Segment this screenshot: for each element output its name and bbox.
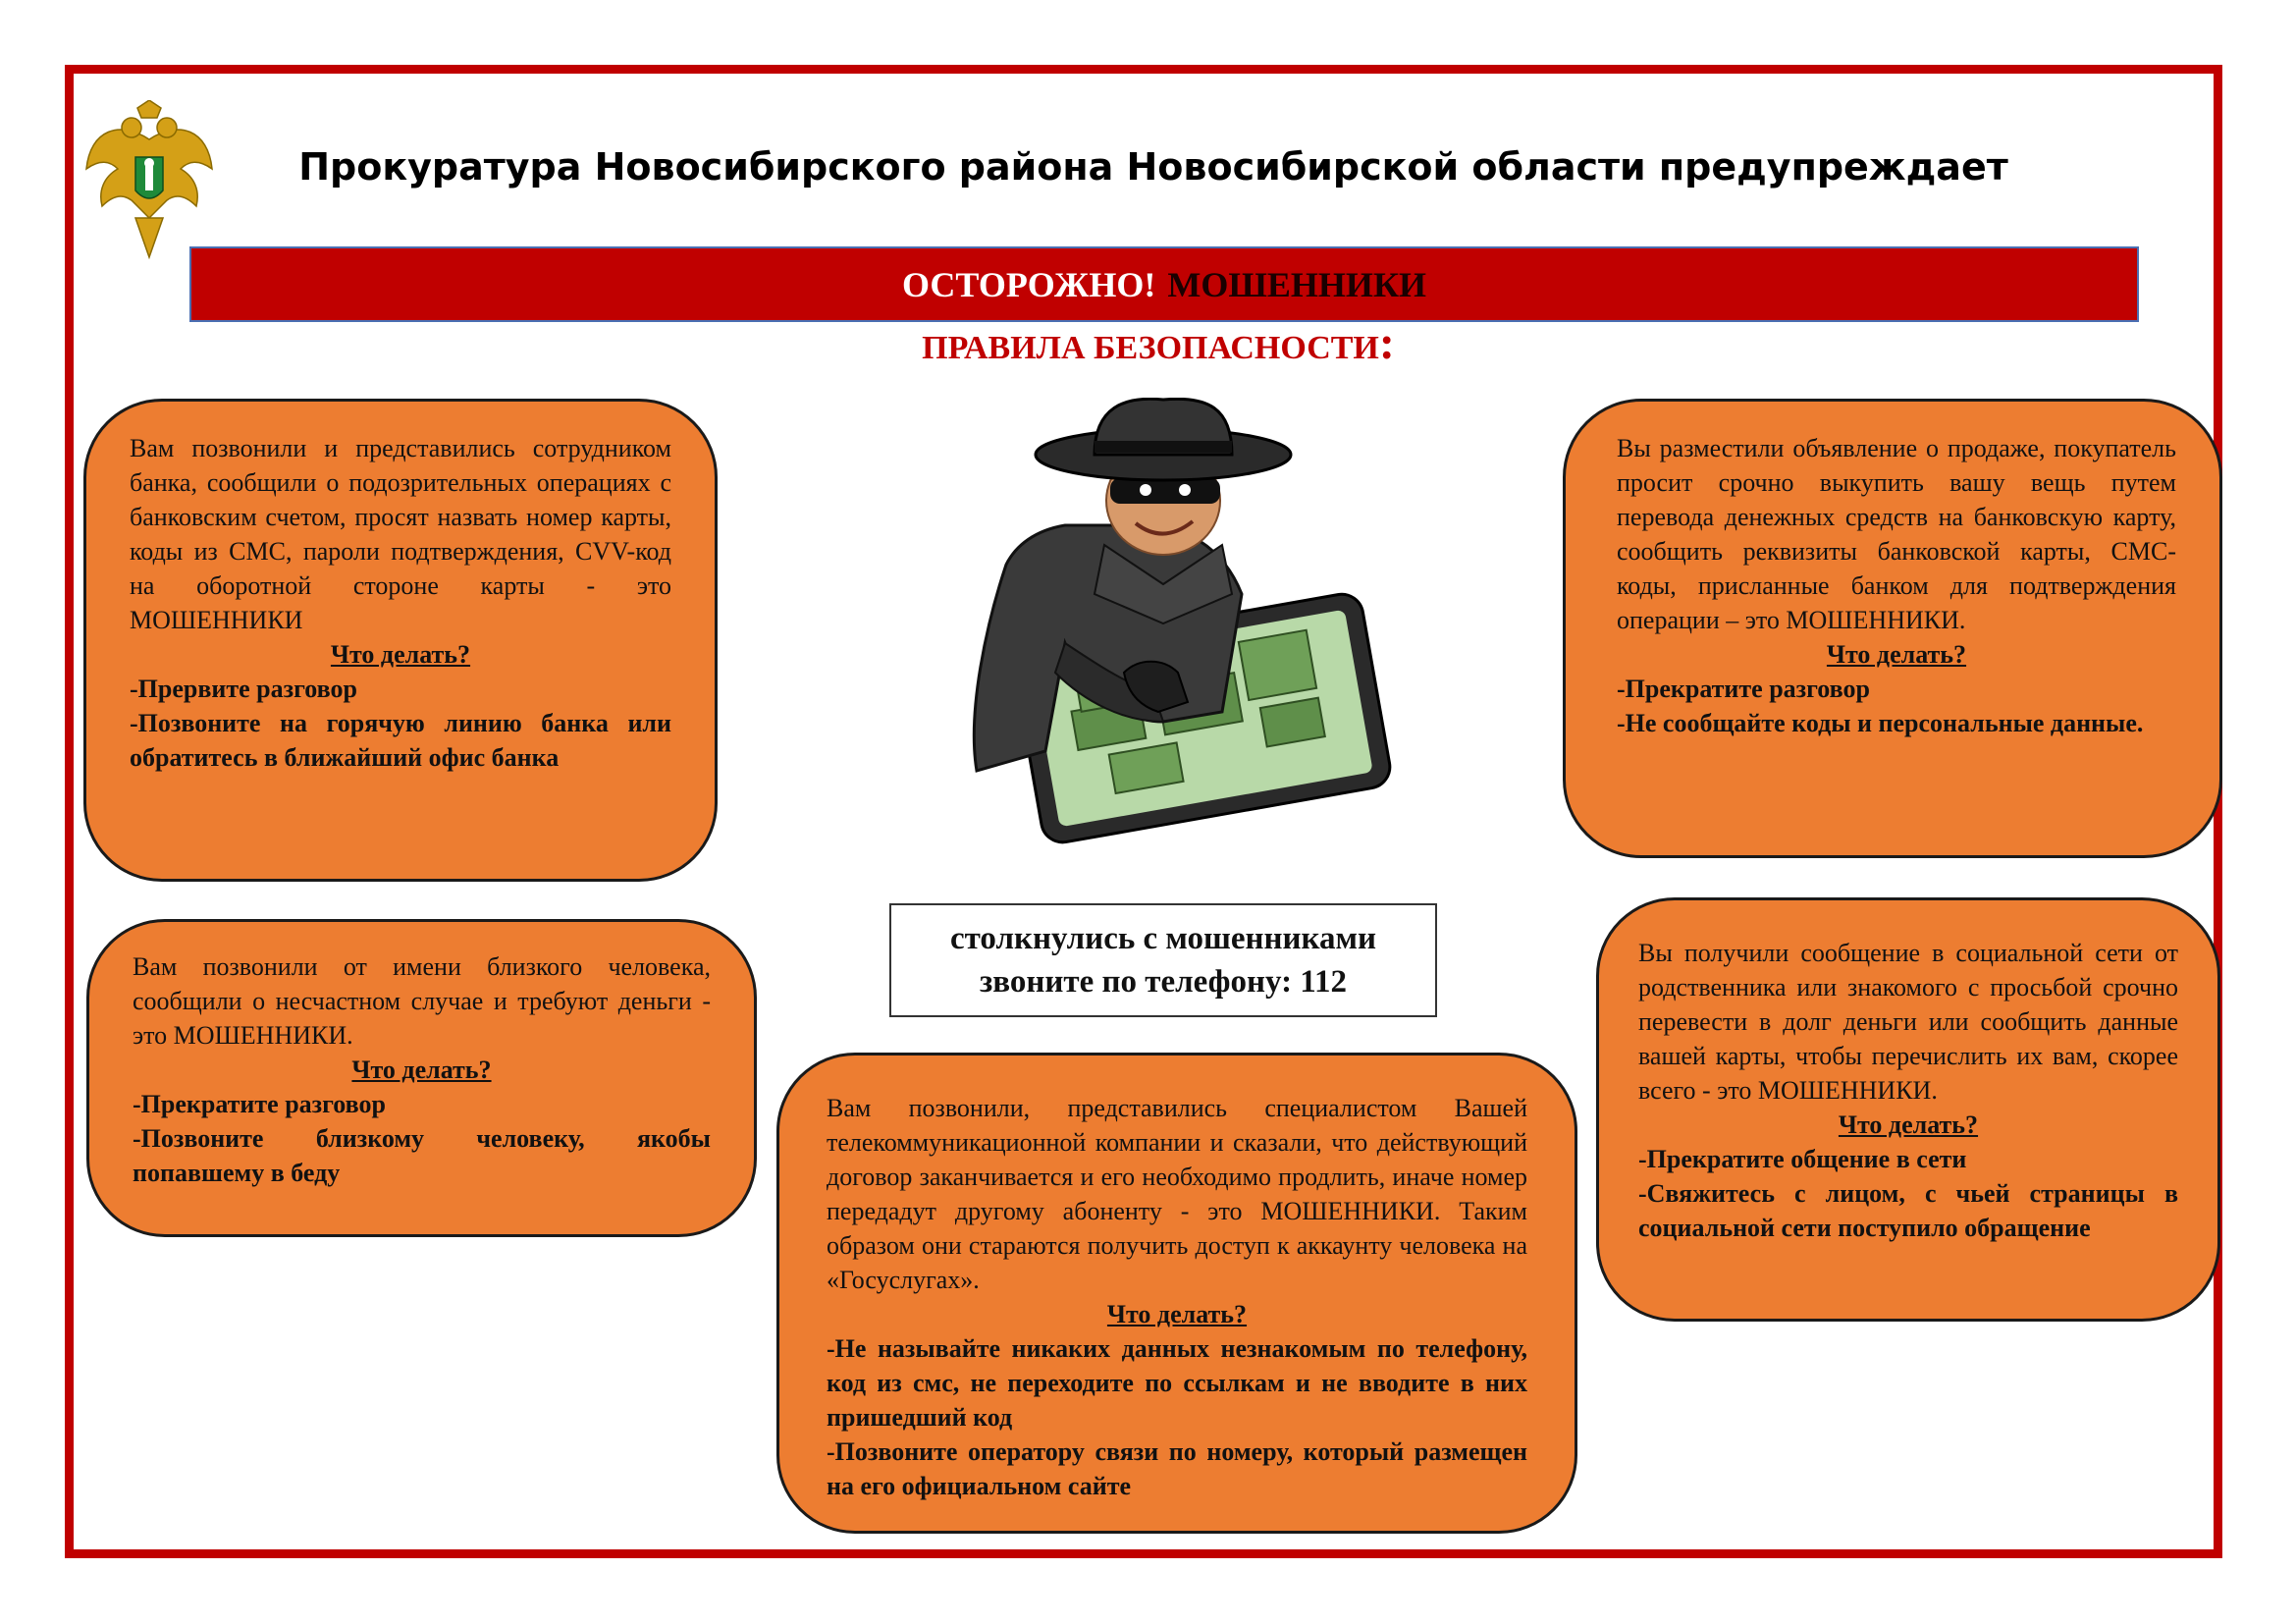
- card-bank-action-2: -Позвоните на горячую линию банка или обратитесь в ближайший офис банка: [130, 709, 671, 772]
- card-bank-action-1: -Прервите разговор: [130, 675, 357, 703]
- card-relative-call: [86, 919, 757, 1237]
- card-social-description: Вы получили сообщение в социальной сети от родственника или знакомого с просьбой срочно перевести в долг деньги или сообщить данные вашей карты, чтобы перечислить их вам, скорее всего - это МОШЕННИКИ.: [1638, 939, 2178, 1105]
- hotline-box: [889, 903, 1437, 1017]
- card-telecom-action-2: -Позвоните оператору связи по номеру, который размещен на его официальном сайте: [827, 1437, 1527, 1500]
- card-social-message: [1596, 897, 2220, 1322]
- card-sale-action-2: -Не сообщайте коды и персональные данные.: [1617, 709, 2144, 737]
- safety-rules-colon: :: [1378, 317, 1395, 369]
- hotline-line-1: столкнулись с мошенниками: [949, 921, 1377, 956]
- card-telecom-question: Что делать?: [1106, 1300, 1248, 1328]
- card-social-action-1: -Прекратите общение в сети: [1638, 1145, 1967, 1173]
- card-social-action-2: -Свяжитесь с лицом, с чьей страницы в социальной сети поступило обращение: [1638, 1179, 2178, 1242]
- card-sale-ad: [1563, 399, 2222, 858]
- card-telecom-description: Вам позвонили, представились специалистом Вашей телекоммуникационной компании и сказали, что действующий договор заканчивается и его необходимо продлить, иначе номер передадут другому абоненту - это МОШЕННИКИ. Таким образом они стараются получить доступ к аккаунту человека на «Госуслугах».: [827, 1094, 1527, 1294]
- card-relative-action-1: -Прекратите разговор: [133, 1090, 386, 1118]
- safety-rules-heading: [294, 316, 2022, 370]
- card-social-question: Что делать?: [1838, 1110, 1979, 1139]
- hotline-line-2: звоните по телефону: 112: [979, 964, 1347, 1000]
- card-telecom-action-1: -Не называйте никаких данных незнакомым по телефону, код из смс, не переходите по ссылкам и не вводите в них пришедший код: [827, 1334, 1527, 1432]
- banner-fraudsters-word: МОШЕННИКИ: [1167, 264, 1427, 304]
- warning-banner: [189, 246, 2139, 322]
- card-bank-description: Вам позвонили и представились сотрудником банка, сообщили о подозрительных операциях с банковским счетом, просят назвать номер карты, коды из СМС, пароли подтверждения, CVV-код на оборотной стороне карты - это МОШЕННИКИ: [130, 434, 671, 634]
- card-sale-description: Вы разместили объявление о продаже, покупатель просит срочно выкупить вашу вещь путем перевода денежных средств на банковскую карту, сообщить реквизиты банковской карты, СМС-коды, присланные банком для подтверждения операции – это МОШЕННИКИ.: [1617, 434, 2176, 634]
- page-title: Прокуратура Новосибирского района Новосибирской области предупреждает: [298, 145, 2008, 189]
- card-telecom-call: [776, 1053, 1577, 1534]
- card-relative-description: Вам позвонили от имени близкого человека, сообщили о несчастном случае и требуют деньги - это МОШЕННИКИ.: [133, 952, 711, 1050]
- card-bank-call: [83, 399, 718, 882]
- safety-rules-text: ПРАВИЛА БЕЗОПАСНОСТИ: [922, 330, 1379, 366]
- card-relative-question: Что делать?: [351, 1056, 492, 1084]
- banner-caution-word: ОСТОРОЖНО!: [901, 264, 1156, 304]
- thief-with-smartphone-illustration-icon: [928, 398, 1438, 859]
- card-sale-action-1: -Прекратите разговор: [1617, 675, 1870, 703]
- card-relative-action-2: -Позвоните близкому человеку, якобы попавшему в беду: [133, 1124, 711, 1187]
- card-sale-question: Что делать?: [1826, 640, 1967, 669]
- double-headed-eagle-emblem-icon: [80, 100, 218, 265]
- card-bank-question: Что делать?: [330, 640, 471, 669]
